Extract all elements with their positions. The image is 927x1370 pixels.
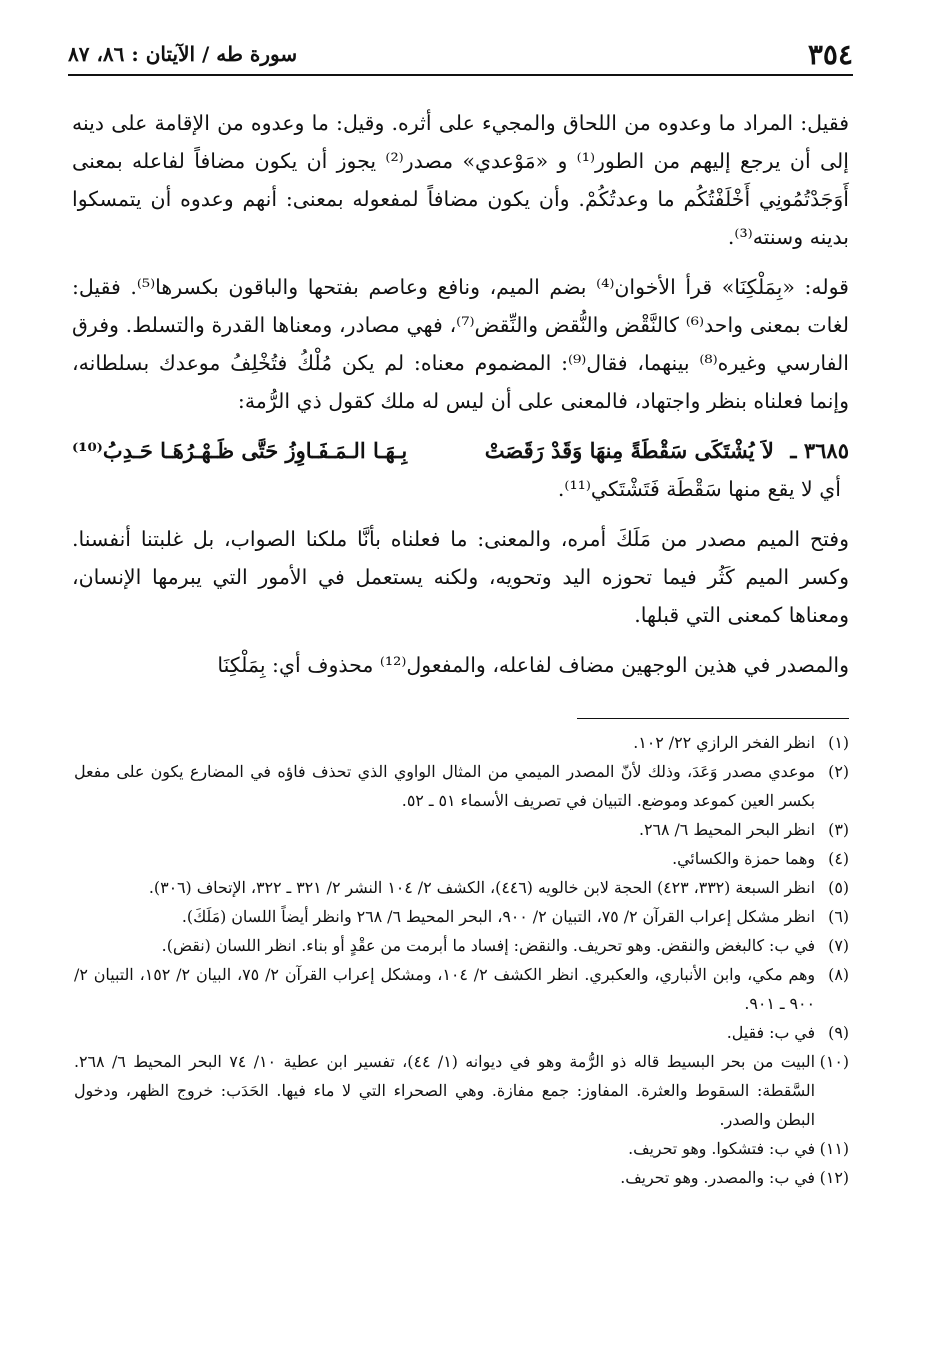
footnotes xyxy=(74,728,849,1192)
paragraph: أي لا يقع منها سَقْطَة فَتَشْتَكي⁽¹¹⁾. xyxy=(557,477,841,501)
running-header xyxy=(68,36,853,72)
footnote: (٥)انظر السبعة (٣٣٢، ٤٢٣) الحجة لابن خالويه (٤٤٦)، الكشف ٢/ ١٠٤ النشر ٢/ ٣٢١ ـ ٣٢٢، الإتحاف (٣٠٦). xyxy=(148,878,849,897)
footnote: (١٠)البيت من بحر البسيط قاله ذو الرُّمة وهو في ديوانه (١/ ٤٤)، تفسير ابن عطية ١٠/ ٧٤ البحر المحيط ٦/ ٢٦٨. السَّقطة: السقوط والعثرة. المفاوز: جمع مفازة. وهي الصحراء التي لا ماء فيها. الحَدَب: خروج الظهر، ودخول البطن والصدر. xyxy=(74,1052,849,1129)
footnote: (٨)وهم مكي، وابن الأنباري، والعكبري. انظر الكشف ٢/ ١٠٤، ومشكل إعراب القرآن ٢/ ٧٥، البيان ٢/ ١٥٢، التبيان ٢/ ٩٠٠ ـ ٩٠١. xyxy=(74,965,850,1013)
footnote: (٦)انظر مشكل إعراب القرآن ٢/ ٧٥، التبيان ٢/ ٩٠٠، البحر المحيط ٦/ ٢٦٨ وانظر أيضاً اللسان (مَلَكَ). xyxy=(181,907,849,926)
verse-first-hemistich: لاَ يُشْتَكَى سَقْطَةً مِنهَا وَقَدْ رَقَصَتْ xyxy=(484,438,774,463)
footnote: (١١)في ب: فتشكوا. وهو تحريف. xyxy=(628,1139,849,1158)
footnote: (١٢)في ب: والمصدر. وهو تحريف. xyxy=(620,1168,849,1187)
paragraph: قوله: «بِمَلْكِنَا» قرأ الأخوان⁽⁴⁾ بضم الميم، ونافع وعاصم بفتحها والباقون بكسرها⁽⁵⁾. فقيل: لغات بمعنى واحد⁽⁶⁾ كالنَّقْض والنُّقض والنِّقض⁽⁷⁾، فهي مصادر، ومعناها القدرة والتسلط. وفرق الفارسي وغيره⁽⁸⁾ بينهما، فقال⁽⁹⁾: المضموم معناه: لم يكن مُلْكُ فتُخْلِفُ موعدك بسلطانه، وإنما فعلناه بنظر واجتهاد، فالمعنى على أن ليس له ملك كقول ذي الرُّمة: xyxy=(72,275,849,413)
surah-title: سورة طه / الآيتان : ٨٦، ٨٧ xyxy=(68,42,298,66)
page-number: ٣٥٤ xyxy=(807,37,853,71)
verse-second-hemistich: بِـهَـا الـمَـفَـاوِزُ حَتَّى ظَـهْـرُهَـا حَـدِبُ⁽¹⁰⁾ xyxy=(72,438,408,463)
footnote-separator xyxy=(577,718,849,719)
footnote: (٢)موعدي مصدر وَعَدَ، وذلك لأنّ المصدر الميمي من المثال الواوي الذي تحذف فاؤه في المضارع يكون على مفعل بكسر العين كموعد وموضع. التبيان في تصريف الأسماء ٥١ ـ ٥٢. xyxy=(74,762,849,810)
main-text xyxy=(72,104,849,696)
footnote: (٤)وهما حمزة والكسائي. xyxy=(672,849,849,868)
header-rule xyxy=(68,74,853,76)
paragraph: والمصدر في هذين الوجهين مضاف لفاعله، والمفعول⁽¹²⁾ محذوف أي: بِمَلْكِنَا xyxy=(217,653,849,677)
footnote: (٣)انظر البحر المحيط ٦/ ٢٦٨. xyxy=(638,820,849,839)
footnote: (٩)في ب: فقيل. xyxy=(726,1023,849,1042)
verse-number: ٣٦٨٥ ـ xyxy=(790,438,849,463)
poetry-verse xyxy=(72,432,849,470)
footnote: (١)انظر الفخر الرازي ٢٢/ ١٠٢. xyxy=(633,733,849,752)
footnote: (٧)في ب: كالبغض والنقض. وهو تحريف. والنقض: إفساد ما أبرمت من عقْدٍ أو بناء. انظر اللسان (نقض). xyxy=(161,936,849,955)
paragraph: وفتح الميم مصدر من مَلَكَ أمره، والمعنى: ما فعلناه بأنَّا ملكنا الصواب، بل غلبتنا أنفسنا. وكسر الميم كَثُر فيما تحوزه اليد وتحويه، ولكنه يستعمل في الأمور التي يبرمها الإنسان، ومعناها كمعنى التي قبلها. xyxy=(72,527,849,627)
paragraph: فقيل: المراد ما وعدوه من اللحاق والمجيء على أثره. وقيل: ما وعدوه من الإقامة على دينه إلى أن يرجع إليهم من الطور⁽¹⁾ و «مَوْعدي» مصدر⁽²⁾ يجوز أن يكون مضافاً لفاعله بمعنى أَوَجَدْتُمُونِي أَخْلَفْتُكُم ما وعدتُكُمْ. وأن يكون مضافاً لمفعوله بمعنى: أنهم وعدوه أن يتمسكوا بدينه وسنته⁽³⁾. xyxy=(72,111,849,249)
